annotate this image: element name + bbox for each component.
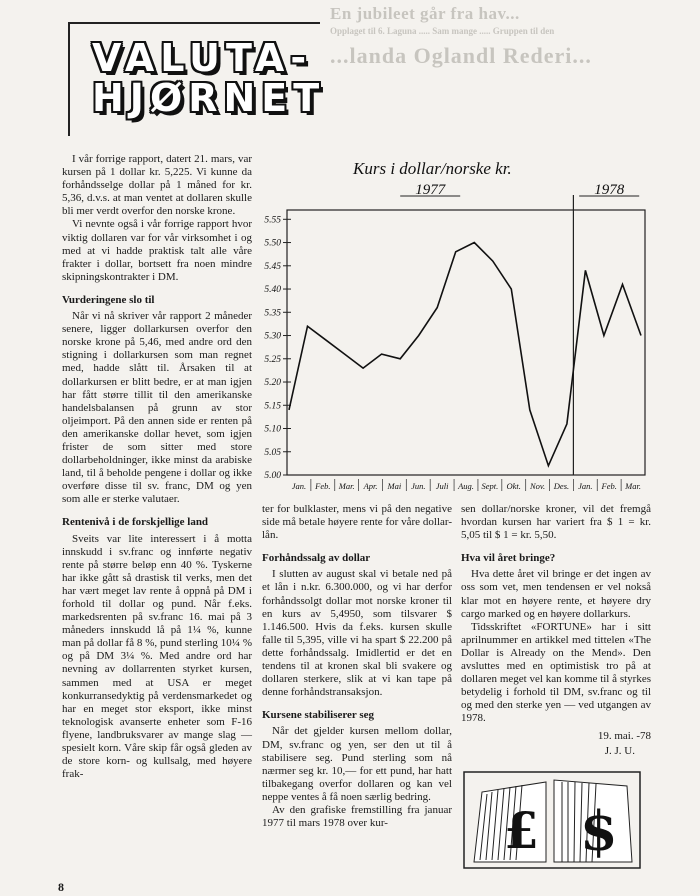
x-tick-label: Feb. <box>601 481 617 491</box>
ghost-line-2: Opplaget til 6. Laguna ..... Sam mange ..... Gruppen til den <box>330 26 555 36</box>
x-tick-label: Apr. <box>363 481 378 491</box>
subheading-rentenivaa: Rentenivå i de forskjellige land <box>62 516 209 529</box>
title-line-1: VALUTA- <box>92 36 313 80</box>
svg-text:$: $ <box>580 799 618 863</box>
paragraph: I vår forrige rapport, datert 21. mars, var kursen på 1 dollar kr. 5,225. Vi kunne da forhåndsselge dollar på 1 måned for kr. 5,36, d.v.s. at man ventet at dollaren skulle bli mer verdt overfor den norske krone. <box>62 153 252 218</box>
year-label: 1977 <box>415 182 446 198</box>
x-tick-label: Okt. <box>506 481 521 491</box>
subheading-hva-vil-aaret: Hva vil året bringe? <box>461 552 556 565</box>
ghost-line-1: En jubileet går fra hav... <box>330 4 520 23</box>
x-tick-label: Feb. <box>315 481 331 491</box>
y-tick-label: 5.00 <box>264 471 281 481</box>
paragraph: Når vi nå skriver vår rapport 2 måneder senere, ligger dollarkursen overfor den norske krone på 5,46, med andre ord den stigning i dollarkursen som man regnet med, hadde slått til. Årsaken til at dollarkursen er blitt bedre, er at man igjen har fått større tillit til den amerikanske handelsbalansen på grunn av stor oljeimport. På den annen side er renten på den amerikanske dollar hevet, som igjen frister de som sitter med store dollarbeholdninger, ikke minst da arabiske land, til å beholde pengene i dollar og ikke overføre disse til sv. franc, DM og yen som alle er sterke valutaer. <box>62 310 252 506</box>
svg-text:£: £ <box>504 801 539 860</box>
y-tick-label: 5.35 <box>264 308 281 319</box>
x-tick-label: Sept. <box>481 481 499 491</box>
x-tick-label: Jun. <box>411 481 426 491</box>
date-line: 19. mai. -78 <box>597 729 651 742</box>
x-tick-label: Juli <box>435 481 449 491</box>
chart-svg <box>255 150 650 500</box>
title-line-2: HJØRNET <box>92 76 326 120</box>
page-number: 8 <box>58 880 64 894</box>
paragraph: Sveits var lite interessert i å motta innskudd i sv.franc og innførte negativ rente på større beløp enn 40 %. Tyskerne har ikke gått så drastisk til verks, men det har vært meget lav rente å oppnå på DM i forhold til dollar og pund. Når f.eks. markedsrenten på sv.franc 16. mai på 3 måneders innskudd lå på 1¼ %, kunne man på dollar få 8 %, pund sterling 10¼ % og på DM 3¼ %. Med andre ord har nevning av dollarrenten styrket kursen, sammen med at USA er meget konkurransedyktig på verdensmarkedet og har en meget stor eksport, ikke minst teknologisk avanserte enheter som F-16 flyene, landbruksvarer av mange slag — spesielt korn. Våre skip får også gleden av de store korn- og kullsalg, med høyere frak- <box>62 532 252 781</box>
paragraph: ter for bulklaster, mens vi på den negative side må betale høyere rente for våre dollar-lån. <box>262 503 452 542</box>
x-tick-label: Nov. <box>530 481 546 491</box>
exchange-rate-chart <box>255 150 650 500</box>
year-label: 1978 <box>594 182 625 198</box>
column-1 <box>62 153 252 781</box>
x-tick-label: Aug. <box>458 481 474 491</box>
y-tick-label: 5.40 <box>264 285 281 296</box>
series-line <box>289 243 641 466</box>
paragraph: I slutten av august skal vi betale ned på et lån i n.kr. 6.300.000, og vi har derfor forhåndssolgt dollar mot norske kroner til en kurs av 5,4950, som tilsvarer $ 1.146.500. Hvis da f.eks. kursen skulle falle til 5,395, ville vi ha spart $ 22.200 på dette forhåndssalg. Imidlertid er det en tendens til at kronen skal bli svakere og dollaren sterkere, slik at vi kan tape på denne forhåndstransaksjon. <box>262 568 452 699</box>
x-tick-label: Mar. <box>338 481 355 491</box>
x-tick-label: Des. <box>553 481 570 491</box>
y-tick-label: 5.50 <box>264 238 281 249</box>
chart-frame <box>287 210 645 475</box>
paragraph: Hva dette året vil bringe er det ingen av oss som vet, men tendensen er vel nokså klar mot en høyere rente, et høyere dry cargo marked og en høyere dollarkurs. <box>461 568 651 620</box>
x-tick-label: Mai <box>387 481 402 491</box>
author-initials: J. J. U. <box>604 744 635 757</box>
currency-illustration <box>462 770 642 870</box>
y-tick-label: 5.20 <box>264 378 281 389</box>
page-title <box>92 38 325 118</box>
paragraph: Når det gjelder kursen mellom dollar, DM, sv.franc og yen, ser den ut til å stabilisere seg. Pund sterling som nå nærmer seg kr. 10,— for ett pund, har hatt tilbakegang overfor dollaren og kan vel neppe ventes å få noen særlig bedring. <box>262 725 452 803</box>
subheading-forhaandssalg: Forhåndssalg av dollar <box>262 552 371 565</box>
y-tick-label: 5.45 <box>264 261 281 272</box>
currency-banknotes-icon <box>462 770 642 870</box>
y-tick-label: 5.25 <box>264 354 281 365</box>
column-2 <box>262 503 452 830</box>
subheading-kursene: Kursene stabiliserer seg <box>262 709 375 722</box>
chart-title: Kurs i dollar/norske kr. <box>353 159 512 178</box>
y-tick-label: 5.15 <box>264 401 281 412</box>
column-3 <box>461 503 651 758</box>
y-tick-label: 5.05 <box>264 447 281 458</box>
subheading-vurderingene: Vurderingene slo til <box>62 293 155 306</box>
x-tick-label: Jan. <box>291 481 307 491</box>
x-tick-label: Mar. <box>625 481 641 491</box>
paragraph: Av den grafiske fremstilling fra januar 1977 til mars 1978 over kur- <box>262 803 452 830</box>
y-tick-label: 5.30 <box>264 331 281 342</box>
ghost-line-3: ...landa Oglandl Rederi... <box>330 42 592 68</box>
y-tick-label: 5.55 <box>264 215 281 226</box>
paragraph: sen dollar/norske kroner, vil det fremgå hvordan kursen har variert fra $ 1 = kr. 5,05 til $ 1 = kr. 5,50. <box>461 503 651 542</box>
y-tick-label: 5.10 <box>264 424 281 435</box>
show-through-header <box>330 4 690 82</box>
paragraph: Vi nevnte også i vår forrige rapport hvor viktig dollaren var for vår virksomhet i og med at vi hadde praktisk talt alle våre frakter i dollar, bortsett fra noen mindre skipningskontrakter i DM. <box>62 218 252 283</box>
paragraph: Tidsskriftet «FORTUNE» har i sitt aprilnummer en artikkel med tittelen «The Dollar is Already on the Mend». Den avsluttes med en optimistisk tro på at dollaren meget vel kan komme til å styrkes betydelig i forhold til DM, sv.franc og til og med den sterke yen — ved utgangen av 1978. <box>461 620 651 725</box>
x-tick-label: Jan. <box>578 481 593 491</box>
